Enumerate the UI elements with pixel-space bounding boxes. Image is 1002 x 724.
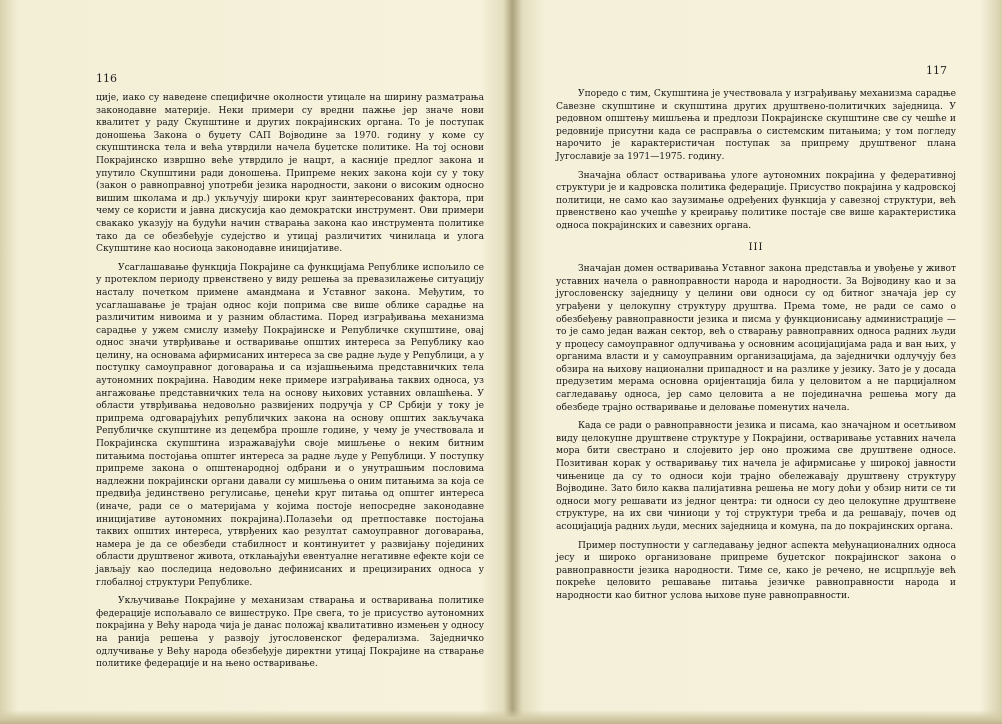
- page-number-left: 116: [96, 72, 117, 85]
- right-page: [520, 0, 1002, 724]
- paragraph: Усаглашавање функција Покрајине са функцијама Републике испољило се у протеклом периоду првенствено у виду решења за превазилажење ситуацију насталу почетком примене амандмана и Уставног закона. Међутим, то усаглашавање је трајан однос који поприма све више облике сарадње на различитим нивоима и у разним областима. Поред изграђивања механизма сарадње у ужем смислу између Покрајинске и Републичке скупштине, овај однос значи утврђивање и остваривање општих интереса за Републику као целину, на основама афирмисаних интереса за све радне људе у Републици, а у поступку самоуправног договарања и са изјашњењима представничких тела аутономних покрајина. Наводим неке примере изграђивања таквих односа, уз ангажовање представничких тела на основу њихових уставних овлашћења. У области утврђивања недовољно развијених подручја у СР Србији у току је припрема одговарајућих републичких закона на основу општих закључака Републичке скупштине из децембра прошле године, у чему је учествовала и Покрајинска скупштина изражавајући своје мишљење о неким битним питањима постојања општег интереса за радне људе у Републици. У поступку припреме закона о општенародној одбрани и о унутрашњим пословима надлежни покрајински органи давали су мишљења о оним питањима за која се предвиђа јединствено регулисање, ценећи круг питања од општег интереса (иначе, ради се о материјама у којима постоје непосредне законодавне иницијативе аутономних покрајина).Полазећи од претпоставке постојања таквих општих интересa, утврђених као резултат самоуправног договарања, намера је да се обезбеди стабилност и континуитет у развијању појединих области друштвеног живота, отклањајући евентуалне негативне ефекте који се јављају као последица недовољно дефинисаних и прецизираних односа у глобалној структури Републике.: [96, 262, 484, 588]
- paragraph: Када се ради о равноправности језика и писама, као значајном и осетљивом виду целокупне друштвене структуре у Покрајини, остваривање уставних начела мора бити свестрано и слојевито јер оно прожима све друштвене односе. Позитиван корак у остваривању тих начела је афирмисање у широкој јавности чињенице да су то односи који трајно обележавају друштвену структуру Војводине. Зато било каква палијативна решења не могу доћи у обзир нити се ти односи могу решавати из једног центра: ти односи су део целокупне друштвене структуре, на их сви чиниоци у тој структури треба и да решавају, почев од асоцијација радних људи, месних заједница и комуна, па до покрајинских органа.: [556, 421, 956, 532]
- page-bottom-edge: [0, 710, 1002, 724]
- paragraph: Упоредо с тим, Скупштина је учествовала у изграђивању механизма сарадње Савезне скупштине и скупштина других друштвено-политичких заједница. У редовном општењу мишљења и предлози Покрајинске скупштине све су чешће и редовније присутни када се расправља о системским питањима; у том погледу нарочито је карактеристичан поступак за припрему друштвеног плана Југославије за 1971—1975. годину.: [556, 89, 956, 162]
- paragraph: Пример поступности у сагледавању једног аспекта међунационалних односа јесу и широко организоване припреме буџетског покрајинског закона о равноправности језика народности. Тиме се, како је речено, не исцрпљује већ покреће целовито решавање питања језичке равноправности народа и народности као битног услова њихове пуне равноправности.: [556, 540, 956, 601]
- page-number-right: 117: [926, 64, 947, 77]
- paragraph: ције, иако су наведене специфичне околности утицале на ширину разматрања законодавне материје. Неки примери су вредни пажње јер значе нови квалитет у раду Скупштине и других покрајинских органа. То је поступак доношења Закона о буџету САП Војводине за 1970. годину у коме су скупштинска тела и већа утврдили начела буџетске политике. На тој основи Покрајинско извршно веће утврдило је нацрт, а касније предлог закона и упутило Скупштини ради доношења. Припреме неких закона који су у току (закон о равноправној употреби језика народности, закони о високим односно вишим школама и др.) укључују широки круг заинтересованих фактора, при чему се користи и јавна дискусија као демократски инструмент. Ови примери свакако указују на будући начин стварања закона као инструмента политике тако да се обезбеђује судејство и утицај различитих чинилаца и улога Скупштине као носиоца законодавне иницијативе.: [96, 93, 484, 255]
- section-heading: III: [748, 241, 764, 253]
- paragraph: Значајна област остваривања улоге аутономних покрајина у федеративној структури је и кадровска политика федерације. Присуство покрајина у кадровској политици, не само као заузимање одређених функција у савезној структури, већ првенствено као учешће у креирању политике постаје све више карактеристика односа покрајинских и савезних органа.: [556, 170, 956, 231]
- left-page-body: [96, 92, 484, 671]
- right-page-body: [556, 88, 956, 603]
- paragraph: Укључивање Покрајине у механизам стварања и остваривања политике федерације испољавало се вишеструко. Пре свега, то је присуство аутономних покрајина у Већу народа чија је данас положај квалитативно измењен у односу на ранија решења у развоју југословенског федерализма. Заједничко одлучивање у Већу народа обезбеђује директни утицај Покрајине на стварање политике федерације и на њено остваривање.: [96, 596, 484, 670]
- paragraph: Значајан домен остваривања Уставног закона представља и увођење у живот уставних начела о равноправности народа и народности. За Војводину као и за југословенску заједницу у целини ови односи су од битног значаја јер су уграђени у целокупну структуру друштва. Према томе, не ради се само о обезбеђењу равноправности језика и писма у функционисању администрације — то је само један важан сектор, већ о стварању равноправних односа радних људи у процесу самоуправног одлучивања у основним асоцијацијама рада и ван њих, у органима власти и у самоуправним организацијама, да заједнички одлучују без обзира на њихову национални припадност и на разлике у језику. Зато је у досада предузетим мерама основна оријентација била у целовитом а не парцијалном сагледавању односа, јер само целовита а не појединачна решења могу да обезбеде трајно остваривање и деловање поменутих начела.: [556, 264, 956, 413]
